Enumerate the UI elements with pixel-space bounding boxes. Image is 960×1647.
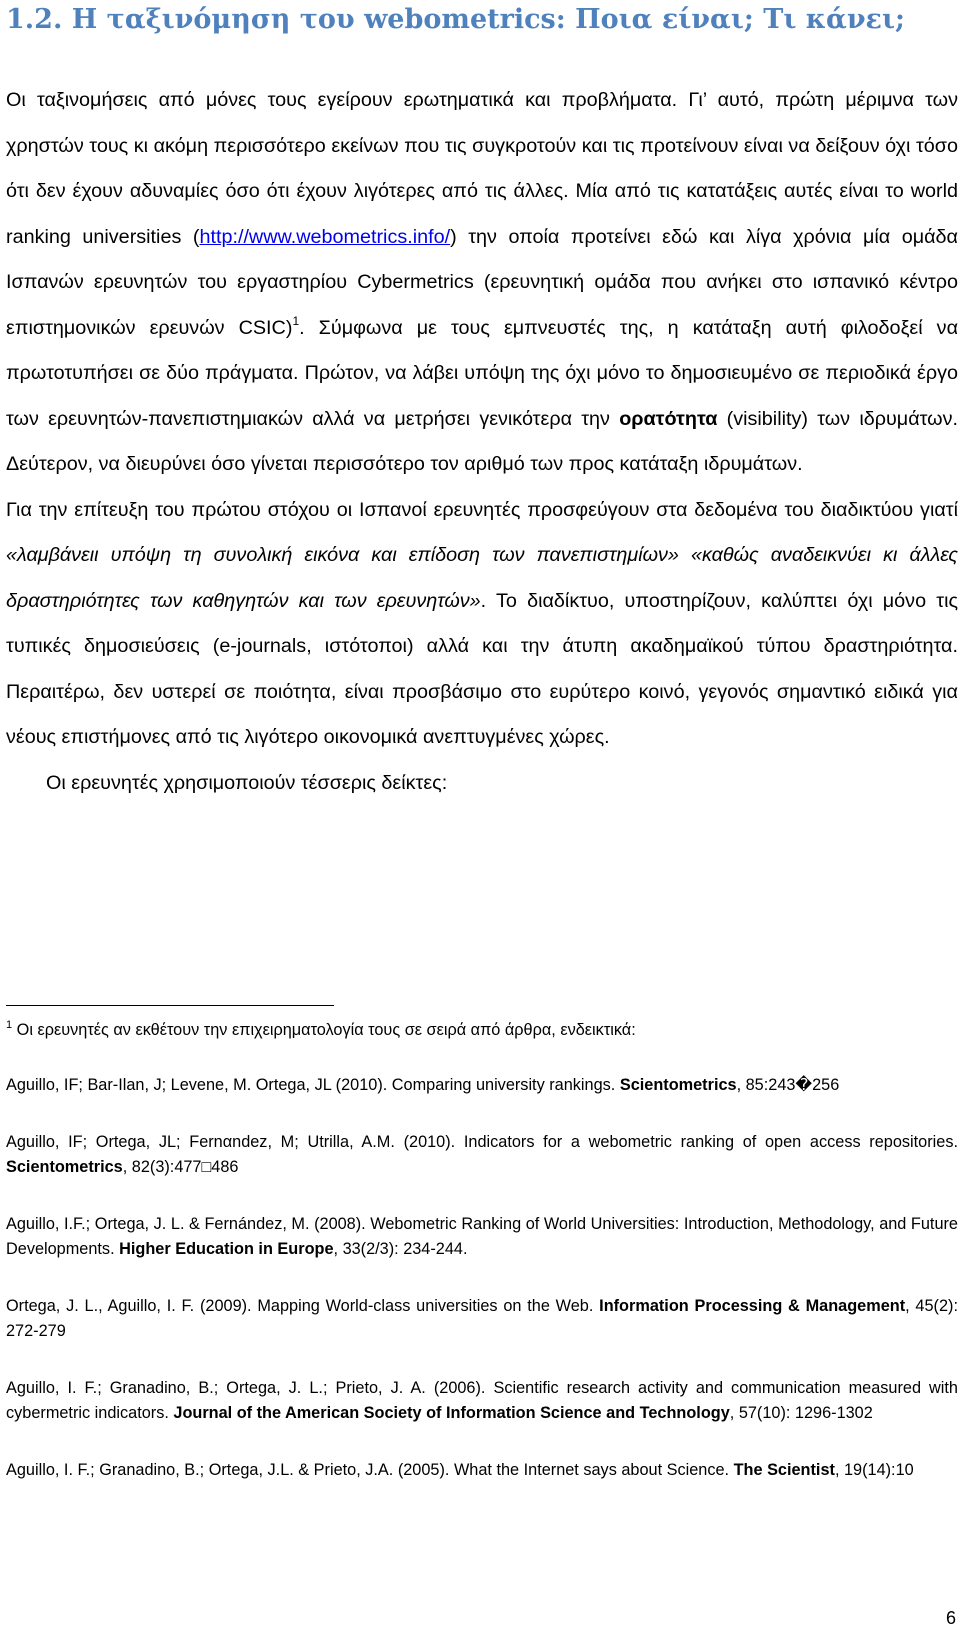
paragraph-1-text-cont: ) την οποία προτείνει εδώ και λίγα χρόνια μία ομάδα Ισπανών ερευνητών του εργαστηρίου Cybermetrics (ερευνητική ομάδα που ανήκει στο ισπανικό κέντρο επιστημονικών ερευνών CSIC) — [6, 225, 958, 339]
paragraph-3: Οι ερευνητές χρησιμοποιούν τέσσερις δείκτες: — [46, 771, 448, 794]
paragraph-1-text: Οι ταξινομήσεις από μόνες τους εγείρουν ερωτηματικά και προβλήματα. Γι’ αυτό, πρώτη μέριμνα των χρηστών τους κι ακόμη περισσότερο εκείνων που τις συγκροτούν και τις προτείνουν είναι να δείξουν όχι τόσο ότι δεν έχουν αδυναμίες όσο ότι έχουν λιγότερες από τις άλλες. Μία από τις κατατάξεις αυτές είναι το world ranking universities ( — [6, 89, 958, 248]
bold-term-visibility: ορατότητα — [619, 407, 718, 430]
reference-journal: Scientometrics — [6, 1158, 123, 1176]
reference-text: Aguillo, IF; Ortega, JL; Fernαndez, M; Utrilla, A.M. (2010). Indicators for a webometric ranking of open access repositories. — [6, 1133, 958, 1151]
reference-details: , 33(2/3): 234-244. — [333, 1240, 468, 1258]
footnote-separator — [6, 1005, 334, 1006]
footnote-intro — [6, 1018, 958, 1043]
body-text — [6, 78, 958, 806]
reference-details: , 82(3):477□486 — [122, 1158, 239, 1176]
reference-list — [6, 1073, 958, 1483]
footnote-mark: 1 — [6, 1019, 13, 1031]
reference-details: , 57(10): 1296-1302 — [729, 1404, 873, 1422]
reference-item — [6, 1073, 958, 1098]
reference-journal: The Scientist — [733, 1461, 835, 1479]
reference-details: , 19(14):10 — [834, 1461, 914, 1479]
reference-item — [6, 1294, 958, 1344]
footnote-ref-1[interactable]: 1 — [292, 313, 300, 328]
paragraph-2-text: Για την επίτευξη του πρώτου στόχου οι Ισπανοί ερευνητές προσφεύγουν στα δεδομένα του διαδικτύου γιατί — [6, 498, 958, 521]
reference-text: Aguillo, I. F.; Granadino, B.; Ortega, J.L. & Prieto, J.A. (2005). What the Internet says about Science. — [6, 1461, 734, 1479]
paragraph-1-text-cont-2: . Σύμφωνα με τους εμπνευστές της, η κατάταξη αυτή φιλοδοξεί να πρωτοτυπήσει σε δύο πράγματα. Πρώτον, να λάβει υπόψη της όχι μόνο το δημοσιευμένο σε περιοδικά έργο των ερευνητών-πανεπιστημιακών αλλά να μετρήσει γενικότερα την — [6, 316, 959, 430]
reference-details: , 85:243�256 — [736, 1076, 840, 1094]
paragraph-2-text-end: . Το διαδίκτυο, υποστηρίζουν, καλύπτει όχι μόνο τις τυπικές δημοσιεύσεις (e-journals, ιστότοποι) αλλά και την άτυπη ακαδημαϊκού τύπου δραστηριότητα. Περαιτέρω, δεν υστερεί σε ποιότητα, είναι προσβάσιμο στο ευρύτερο κοινό, γεγονός σημαντικό ειδικά για νέους επιστήμονες από τις λιγότερο οικονομικά ανεπτυγμένες χώρες. — [6, 589, 958, 748]
reference-journal: Scientometrics — [619, 1076, 737, 1094]
page-number: 6 — [945, 1608, 956, 1628]
reference-item — [6, 1458, 958, 1483]
reference-text: Aguillo, I.F.; Ortega, J. L. & Fernández, M. (2008). Webometric Ranking of World Universities: Introduction, Methodology, and Future Developments. — [6, 1215, 958, 1258]
reference-journal: Higher Education in Europe — [119, 1240, 334, 1258]
reference-journal: Journal of the American Society of Information Science and Technology — [173, 1404, 730, 1422]
footnotes — [6, 1018, 958, 1515]
reference-journal: Information Processing & Management — [599, 1297, 906, 1315]
italic-quote: «λαμβάνειι υπόψη τη συνολική εικόνα και επίδοση των πανεπιστημίων» «καθώς αναδεικνύει κι άλλες δραστηριότητες των καθηγητών και των ερευνητών» — [6, 544, 958, 612]
reference-text: Aguillo, IF; Bar-Ilan, J; Levene, M. Ortega, JL (2010). Comparing university rankings. — [6, 1076, 620, 1094]
reference-item — [6, 1376, 958, 1426]
reference-item — [6, 1212, 958, 1262]
section-heading: 1.2. Η ταξινόμηση του webometrics: Ποια είναι; Τι κάνει; — [6, 4, 906, 35]
reference-text: Ortega, J. L., Aguillo, I. F. (2009). Mapping World-class universities on the Web. — [6, 1297, 600, 1315]
reference-text: Aguillo, I. F.; Granadino, B.; Ortega, J. L.; Prieto, J. A. (2006). Scientific research activity and communication measured with cybermetric indicators. — [6, 1379, 958, 1422]
footnote-intro-text: Οι ερευνητές αν εκθέτουν την επιχειρηματολογία τους σε σειρά από άρθρα, ενδεικτικά: — [12, 1021, 636, 1039]
paragraph-2 — [6, 488, 958, 761]
paragraph-1-text-end: (visibility) των ιδρυμάτων. Δεύτερον, να διευρύνει όσο γίνεται περισσότερο τον αριθμό των προς κατάταξη ιδρυμάτων. — [6, 407, 958, 475]
reference-details: , 45(2): 272-279 — [6, 1297, 958, 1340]
paragraph-1 — [6, 78, 958, 488]
reference-item — [6, 1130, 958, 1180]
webometrics-link[interactable]: http://www.webometrics.info/ — [199, 225, 451, 248]
